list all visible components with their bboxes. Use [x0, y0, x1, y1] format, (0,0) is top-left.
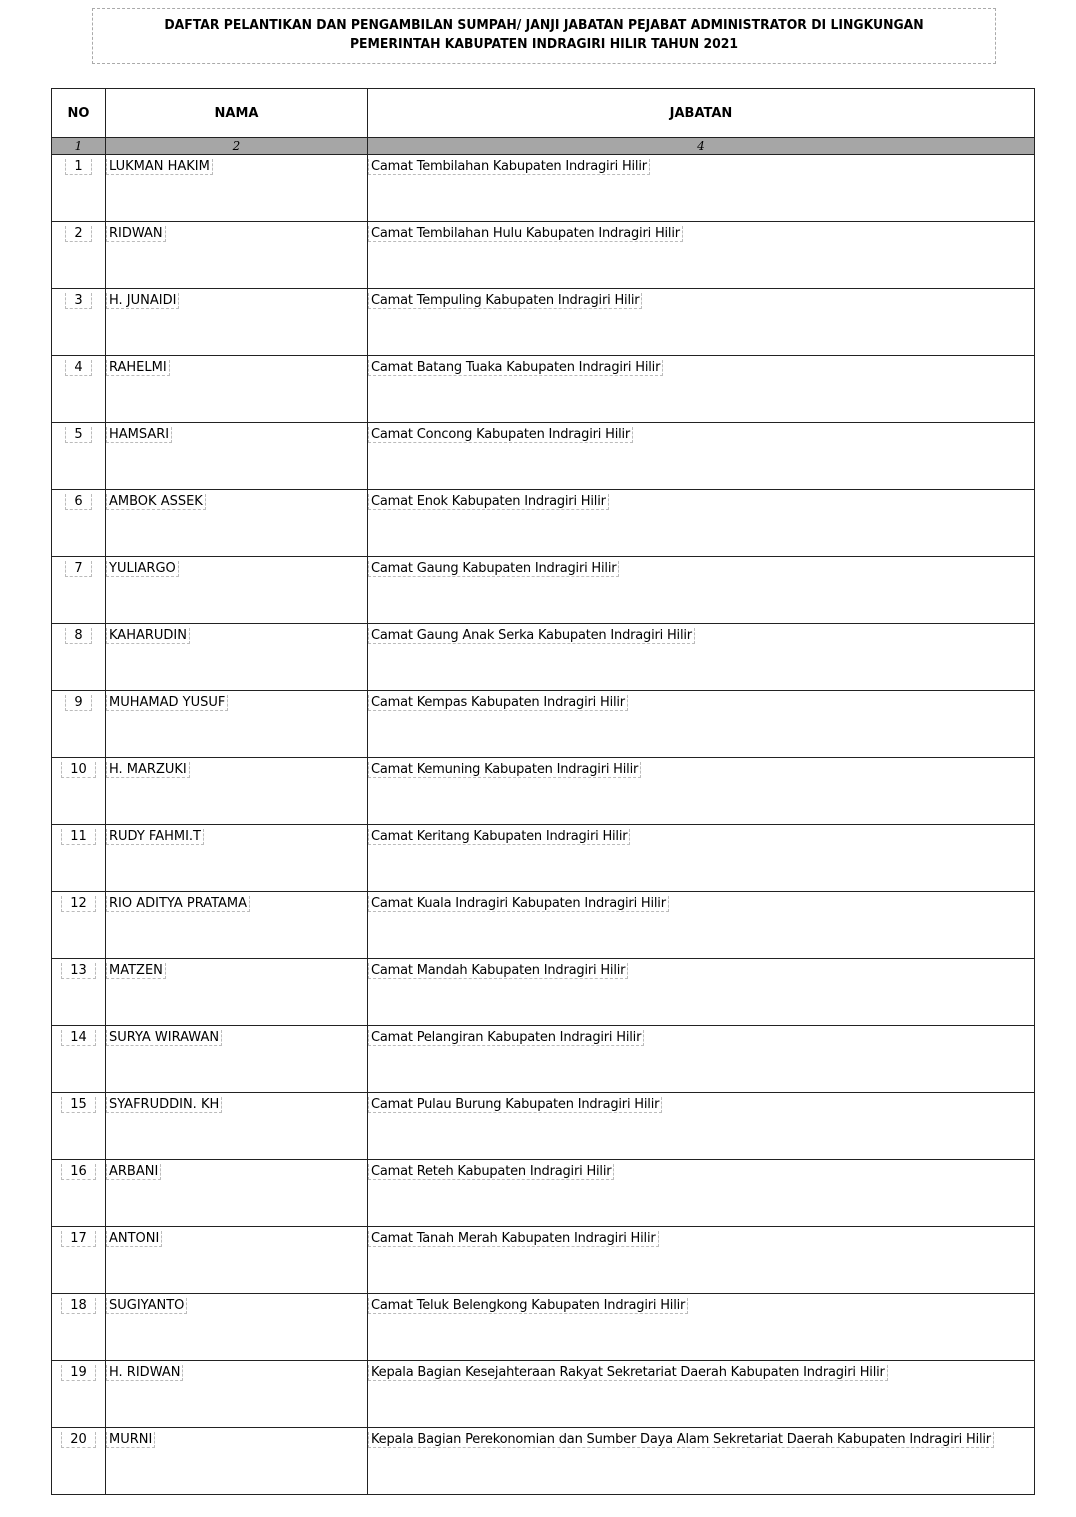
nama-text: MUHAMAD YUSUF: [106, 695, 228, 711]
column-number-row: [52, 138, 1035, 155]
jabatan-text: Camat Gaung Anak Serka Kabupaten Indragiri Hilir: [368, 628, 695, 644]
table-row: [52, 959, 1035, 1026]
jabatan-text: Camat Kuala Indragiri Kabupaten Indragiri Hilir: [368, 896, 669, 912]
no-text: 7: [65, 561, 91, 577]
cell-nama: [106, 557, 368, 624]
cell-nama: [106, 1227, 368, 1294]
jabatan-text: Kepala Bagian Perekonomian dan Sumber Daya Alam Sekretariat Daerah Kabupaten Indragiri Hilir: [368, 1432, 994, 1448]
cell-nama: [106, 222, 368, 289]
no-text: 18: [61, 1298, 96, 1314]
nama-text: SUGIYANTO: [106, 1298, 187, 1314]
jabatan-text: Camat Enok Kabupaten Indragiri Hilir: [368, 494, 609, 510]
cell-nama: [106, 758, 368, 825]
no-text: 8: [65, 628, 91, 644]
table-row: [52, 691, 1035, 758]
no-text: 2: [65, 226, 91, 242]
table-row: [52, 423, 1035, 490]
column-number: 2: [106, 138, 368, 155]
cell-no: [52, 1294, 106, 1361]
jabatan-text: Camat Batang Tuaka Kabupaten Indragiri Hilir: [368, 360, 663, 376]
cell-jabatan: [368, 356, 1035, 423]
cell-jabatan: [368, 959, 1035, 1026]
table-row: [52, 155, 1035, 222]
cell-no: [52, 758, 106, 825]
table-row: [52, 758, 1035, 825]
cell-jabatan: [368, 1227, 1035, 1294]
cell-nama: [106, 1428, 368, 1495]
nama-text: SURYA WIRAWAN: [106, 1030, 222, 1046]
document-title: [92, 8, 996, 64]
table-row: [52, 557, 1035, 624]
nama-text: RIDWAN: [106, 226, 166, 242]
jabatan-text: Camat Kempas Kabupaten Indragiri Hilir: [368, 695, 628, 711]
jabatan-text: Camat Tempuling Kabupaten Indragiri Hilir: [368, 293, 642, 309]
nama-text: H. MARZUKI: [106, 762, 190, 778]
cell-jabatan: [368, 1160, 1035, 1227]
jabatan-text: Camat Tanah Merah Kabupaten Indragiri Hilir: [368, 1231, 659, 1247]
no-text: 12: [61, 896, 96, 912]
cell-nama: [106, 959, 368, 1026]
cell-nama: [106, 624, 368, 691]
cell-nama: [106, 155, 368, 222]
cell-nama: [106, 892, 368, 959]
column-number: 4: [368, 138, 1035, 155]
cell-no: [52, 557, 106, 624]
jabatan-text: Camat Kemuning Kabupaten Indragiri Hilir: [368, 762, 641, 778]
no-text: 19: [61, 1365, 96, 1381]
cell-nama: [106, 691, 368, 758]
cell-jabatan: [368, 825, 1035, 892]
nama-text: RIO ADITYA PRATAMA: [106, 896, 250, 912]
nama-text: H. RIDWAN: [106, 1365, 183, 1381]
cell-nama: [106, 1093, 368, 1160]
cell-jabatan: [368, 222, 1035, 289]
header-row: [52, 89, 1035, 138]
jabatan-text: Camat Pulau Burung Kabupaten Indragiri Hilir: [368, 1097, 662, 1113]
jabatan-text: Camat Reteh Kabupaten Indragiri Hilir: [368, 1164, 614, 1180]
no-text: 13: [61, 963, 96, 979]
cell-jabatan: [368, 624, 1035, 691]
header-jabatan: JABATAN: [368, 89, 1035, 138]
jabatan-text: Camat Tembilahan Hulu Kabupaten Indragiri Hilir: [368, 226, 683, 242]
header-nama: NAMA: [106, 89, 368, 138]
cell-jabatan: [368, 1294, 1035, 1361]
nama-text: HAMSARI: [106, 427, 172, 443]
cell-no: [52, 490, 106, 557]
title-line-1: DAFTAR PELANTIKAN DAN PENGAMBILAN SUMPAH/ JANJI JABATAN PEJABAT ADMINISTRATOR DI LINGKUNGAN: [164, 17, 924, 33]
cell-nama: [106, 1160, 368, 1227]
table-row: [52, 624, 1035, 691]
cell-no: [52, 155, 106, 222]
cell-no: [52, 624, 106, 691]
jabatan-text: Camat Keritang Kabupaten Indragiri Hilir: [368, 829, 630, 845]
cell-jabatan: [368, 1093, 1035, 1160]
cell-no: [52, 1428, 106, 1495]
cell-jabatan: [368, 490, 1035, 557]
cell-jabatan: [368, 289, 1035, 356]
cell-no: [52, 222, 106, 289]
cell-jabatan: [368, 691, 1035, 758]
no-text: 20: [61, 1432, 96, 1448]
cell-jabatan: [368, 423, 1035, 490]
no-text: 10: [61, 762, 96, 778]
cell-nama: [106, 1026, 368, 1093]
jabatan-text: Camat Gaung Kabupaten Indragiri Hilir: [368, 561, 619, 577]
cell-no: [52, 356, 106, 423]
jabatan-text: Camat Concong Kabupaten Indragiri Hilir: [368, 427, 633, 443]
column-number: 1: [52, 138, 106, 155]
no-text: 16: [61, 1164, 96, 1180]
cell-jabatan: [368, 892, 1035, 959]
cell-jabatan: [368, 557, 1035, 624]
table-row: [52, 1026, 1035, 1093]
nama-text: RAHELMI: [106, 360, 170, 376]
table-row: [52, 490, 1035, 557]
cell-nama: [106, 423, 368, 490]
no-text: 11: [61, 829, 96, 845]
nama-text: ANTONI: [106, 1231, 162, 1247]
jabatan-text: Kepala Bagian Kesejahteraan Rakyat Sekretariat Daerah Kabupaten Indragiri Hilir: [368, 1365, 888, 1381]
nama-text: SYAFRUDDIN. KH: [106, 1097, 222, 1113]
cell-jabatan: [368, 1428, 1035, 1495]
table-row: [52, 1428, 1035, 1495]
title-line-2: PEMERINTAH KABUPATEN INDRAGIRI HILIR TAHUN 2021: [349, 36, 739, 52]
jabatan-text: Camat Mandah Kabupaten Indragiri Hilir: [368, 963, 628, 979]
cell-nama: [106, 825, 368, 892]
no-text: 3: [65, 293, 91, 309]
cell-no: [52, 1160, 106, 1227]
no-text: 15: [61, 1097, 96, 1113]
cell-jabatan: [368, 1026, 1035, 1093]
cell-nama: [106, 356, 368, 423]
cell-no: [52, 892, 106, 959]
nama-text: MURNI: [106, 1432, 155, 1448]
table-row: [52, 222, 1035, 289]
nama-text: MATZEN: [106, 963, 166, 979]
jabatan-text: Camat Teluk Belengkong Kabupaten Indragiri Hilir: [368, 1298, 688, 1314]
cell-no: [52, 1026, 106, 1093]
table-row: [52, 892, 1035, 959]
no-text: 6: [65, 494, 91, 510]
nama-text: RUDY FAHMI.T: [106, 829, 204, 845]
cell-nama: [106, 1361, 368, 1428]
table-row: [52, 1361, 1035, 1428]
jabatan-text: Camat Pelangiran Kabupaten Indragiri Hilir: [368, 1030, 644, 1046]
cell-no: [52, 289, 106, 356]
table-row: [52, 1093, 1035, 1160]
no-text: 14: [61, 1030, 96, 1046]
nama-text: ARBANI: [106, 1164, 161, 1180]
no-text: 1: [65, 159, 91, 175]
cell-no: [52, 691, 106, 758]
cell-nama: [106, 490, 368, 557]
cell-jabatan: [368, 1361, 1035, 1428]
no-text: 5: [65, 427, 91, 443]
cell-no: [52, 1093, 106, 1160]
table-row: [52, 1294, 1035, 1361]
table-row: [52, 356, 1035, 423]
nama-text: LUKMAN HAKIM: [106, 159, 213, 175]
nama-text: H. JUNAIDI: [106, 293, 179, 309]
cell-nama: [106, 289, 368, 356]
no-text: 17: [61, 1231, 96, 1247]
header-no: NO: [52, 89, 106, 138]
cell-jabatan: [368, 155, 1035, 222]
cell-nama: [106, 1294, 368, 1361]
cell-no: [52, 1227, 106, 1294]
cell-jabatan: [368, 758, 1035, 825]
nama-text: AMBOK ASSEK: [106, 494, 206, 510]
nama-text: KAHARUDIN: [106, 628, 190, 644]
appointment-table: [51, 88, 1035, 1495]
table-row: [52, 289, 1035, 356]
cell-no: [52, 825, 106, 892]
cell-no: [52, 423, 106, 490]
table-row: [52, 1227, 1035, 1294]
no-text: 9: [65, 695, 91, 711]
table-row: [52, 825, 1035, 892]
nama-text: YULIARGO: [106, 561, 179, 577]
cell-no: [52, 959, 106, 1026]
jabatan-text: Camat Tembilahan Kabupaten Indragiri Hilir: [368, 159, 650, 175]
cell-no: [52, 1361, 106, 1428]
no-text: 4: [65, 360, 91, 376]
table-row: [52, 1160, 1035, 1227]
